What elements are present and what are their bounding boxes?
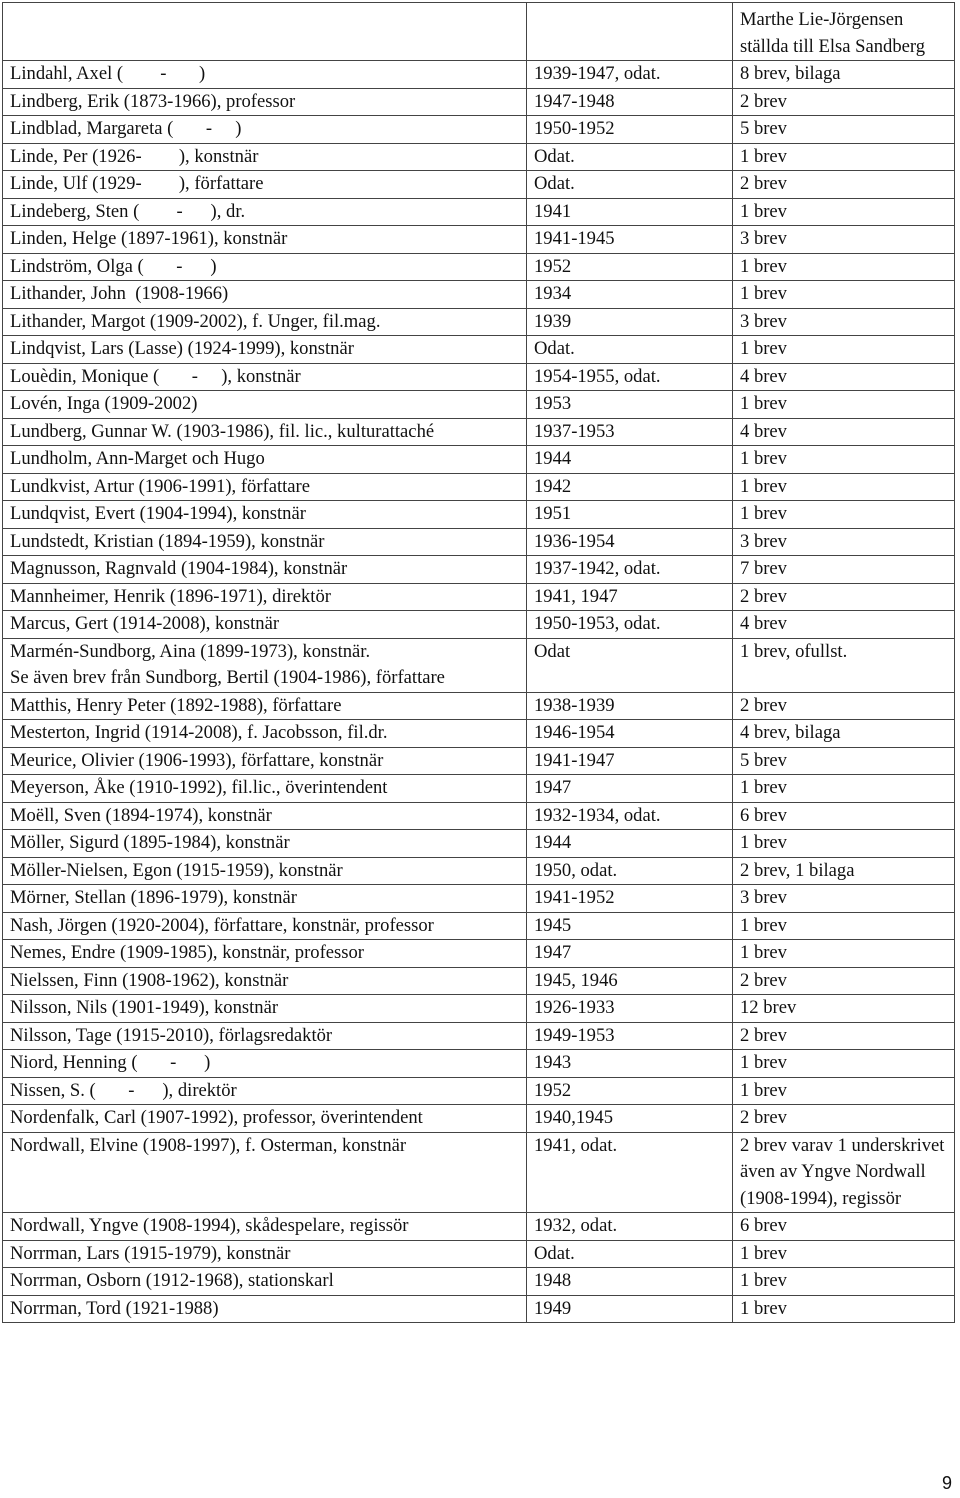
name-cell: Meyerson, Åke (1910-1992), fil.lic., överintendent <box>3 775 527 803</box>
years-cell: 1944 <box>527 830 733 858</box>
name-cell: Moëll, Sven (1894-1974), konstnär <box>3 802 527 830</box>
page-number: 9 <box>941 1473 952 1493</box>
name-cell: Nordenfalk, Carl (1907-1992), professor, överintendent <box>3 1105 527 1133</box>
count-cell: 1 brev <box>733 912 955 940</box>
name-cell: Nissen, S. ( - ), direktör <box>3 1077 527 1105</box>
years-cell: 1932, odat. <box>527 1213 733 1241</box>
name-cell: Norrman, Lars (1915-1979), konstnär <box>3 1240 527 1268</box>
table-row <box>3 967 955 995</box>
table-row <box>3 336 955 364</box>
table-row <box>3 1077 955 1105</box>
table-row <box>3 391 955 419</box>
table-body <box>3 3 955 1323</box>
years-cell: 1948 <box>527 1268 733 1296</box>
table-row <box>3 226 955 254</box>
years-cell: 1942 <box>527 473 733 501</box>
table-row <box>3 198 955 226</box>
table-row <box>3 1105 955 1133</box>
name-cell: Lithander, Margot (1909-2002), f. Unger, fil.mag. <box>3 308 527 336</box>
count-cell: 1 brev <box>733 473 955 501</box>
count-cell: 4 brev <box>733 611 955 639</box>
table-row <box>3 775 955 803</box>
table-row <box>3 802 955 830</box>
name-cell: Lundqvist, Evert (1904-1994), konstnär <box>3 501 527 529</box>
count-cell: 2 brev <box>733 171 955 199</box>
count-cell: 4 brev <box>733 418 955 446</box>
table-row <box>3 1132 955 1213</box>
count-cell: 2 brev <box>733 692 955 720</box>
years-cell: 1949-1953 <box>527 1022 733 1050</box>
years-cell: 1941 <box>527 198 733 226</box>
name-cell: Louèdin, Monique ( - ), konstnär <box>3 363 527 391</box>
table-row <box>3 528 955 556</box>
table-row <box>3 446 955 474</box>
years-cell: 1941-1952 <box>527 885 733 913</box>
count-cell: 1 brev <box>733 501 955 529</box>
name-cell: Möller, Sigurd (1895-1984), konstnär <box>3 830 527 858</box>
table-row <box>3 1240 955 1268</box>
table-row <box>3 747 955 775</box>
table-row <box>3 830 955 858</box>
name-cell: Nilsson, Nils (1901-1949), konstnär <box>3 995 527 1023</box>
years-cell: 1950-1953, odat. <box>527 611 733 639</box>
count-cell: 1 brev <box>733 446 955 474</box>
count-cell: 1 brev <box>733 830 955 858</box>
count-cell: 2 brev <box>733 1022 955 1050</box>
name-cell: Lithander, John (1908-1966) <box>3 281 527 309</box>
years-cell: 1945, 1946 <box>527 967 733 995</box>
name-cell: Lundholm, Ann-Marget och Hugo <box>3 446 527 474</box>
name-cell: Lindström, Olga ( - ) <box>3 253 527 281</box>
letters-table <box>2 2 955 1323</box>
years-cell: 1954-1955, odat. <box>527 363 733 391</box>
count-cell: 4 brev <box>733 363 955 391</box>
name-cell: Linden, Helge (1897-1961), konstnär <box>3 226 527 254</box>
years-cell: 1938-1939 <box>527 692 733 720</box>
count-cell: 8 brev, bilaga <box>733 61 955 89</box>
years-cell: 1944 <box>527 446 733 474</box>
table-row <box>3 857 955 885</box>
table-row <box>3 143 955 171</box>
table-row <box>3 363 955 391</box>
count-cell: 2 brev <box>733 583 955 611</box>
years-cell: 1939-1947, odat. <box>527 61 733 89</box>
years-cell: 1941, 1947 <box>527 583 733 611</box>
count-cell: 3 brev <box>733 885 955 913</box>
years-cell: 1951 <box>527 501 733 529</box>
name-cell: Lundkvist, Artur (1906-1991), författare <box>3 473 527 501</box>
table-row <box>3 61 955 89</box>
header-row <box>3 3 955 61</box>
name-cell: Nordwall, Yngve (1908-1994), skådespelare, regissör <box>3 1213 527 1241</box>
count-cell: 3 brev <box>733 528 955 556</box>
years-cell: 1947 <box>527 940 733 968</box>
name-cell: Marcus, Gert (1914-2008), konstnär <box>3 611 527 639</box>
table-row <box>3 692 955 720</box>
years-cell: 1937-1942, odat. <box>527 556 733 584</box>
years-cell: Odat. <box>527 336 733 364</box>
years-cell: 1947 <box>527 775 733 803</box>
count-cell: 2 brev <box>733 88 955 116</box>
table-row <box>3 720 955 748</box>
count-cell: 4 brev, bilaga <box>733 720 955 748</box>
years-cell: 1926-1933 <box>527 995 733 1023</box>
name-cell: Nilsson, Tage (1915-2010), förlagsredaktör <box>3 1022 527 1050</box>
years-cell: Odat <box>527 638 733 692</box>
count-cell: 1 brev <box>733 775 955 803</box>
name-cell: Matthis, Henry Peter (1892-1988), författare <box>3 692 527 720</box>
table-row <box>3 253 955 281</box>
count-cell: 1 brev <box>733 1295 955 1323</box>
years-cell: 1936-1954 <box>527 528 733 556</box>
count-cell: 6 brev <box>733 802 955 830</box>
count-cell: 2 brev <box>733 967 955 995</box>
count-cell: 1 brev <box>733 1240 955 1268</box>
name-cell: Mesterton, Ingrid (1914-2008), f. Jacobsson, fil.dr. <box>3 720 527 748</box>
years-cell: 1952 <box>527 253 733 281</box>
count-cell: 1 brev <box>733 143 955 171</box>
years-cell: 1941-1947 <box>527 747 733 775</box>
count-cell: 3 brev <box>733 226 955 254</box>
name-cell: Lindahl, Axel ( - ) <box>3 61 527 89</box>
years-cell: 1943 <box>527 1050 733 1078</box>
name-cell: Lindqvist, Lars (Lasse) (1924-1999), konstnär <box>3 336 527 364</box>
count-cell: 2 brev <box>733 1105 955 1133</box>
years-cell: 1934 <box>527 281 733 309</box>
years-cell: 1953 <box>527 391 733 419</box>
years-cell: 1946-1954 <box>527 720 733 748</box>
table-row <box>3 1213 955 1241</box>
name-cell: Norrman, Osborn (1912-1968), stationskarl <box>3 1268 527 1296</box>
years-cell: Odat. <box>527 143 733 171</box>
table-row <box>3 116 955 144</box>
name-cell: Nielssen, Finn (1908-1962), konstnär <box>3 967 527 995</box>
header-name-cell <box>3 3 527 61</box>
name-cell: Lovén, Inga (1909-2002) <box>3 391 527 419</box>
count-cell: 1 brev <box>733 940 955 968</box>
years-cell: 1952 <box>527 1077 733 1105</box>
name-cell: Lundberg, Gunnar W. (1903-1986), fil. lic., kulturattaché <box>3 418 527 446</box>
count-cell: 12 brev <box>733 995 955 1023</box>
count-cell: 1 brev <box>733 391 955 419</box>
name-cell: Norrman, Tord (1921-1988) <box>3 1295 527 1323</box>
table-row <box>3 308 955 336</box>
table-row <box>3 611 955 639</box>
table-row <box>3 1022 955 1050</box>
table-row <box>3 940 955 968</box>
table-row <box>3 281 955 309</box>
name-cell: Magnusson, Ragnvald (1904-1984), konstnär <box>3 556 527 584</box>
years-cell: 1939 <box>527 308 733 336</box>
table-row <box>3 1268 955 1296</box>
count-cell: 1 brev <box>733 198 955 226</box>
count-cell: 1 brev <box>733 253 955 281</box>
years-cell: 1947-1948 <box>527 88 733 116</box>
table-row <box>3 171 955 199</box>
years-cell: 1932-1934, odat. <box>527 802 733 830</box>
count-cell: 1 brev, ofullst. <box>733 638 955 692</box>
table-row <box>3 912 955 940</box>
header-year-cell <box>527 3 733 61</box>
name-cell: Meurice, Olivier (1906-1993), författare, konstnär <box>3 747 527 775</box>
years-cell: 1950-1952 <box>527 116 733 144</box>
name-cell: Nash, Jörgen (1920-2004), författare, konstnär, professor <box>3 912 527 940</box>
table-row <box>3 473 955 501</box>
name-cell: Möller-Nielsen, Egon (1915-1959), konstnär <box>3 857 527 885</box>
table-row <box>3 88 955 116</box>
name-cell: Lindberg, Erik (1873-1966), professor <box>3 88 527 116</box>
count-cell: 6 brev <box>733 1213 955 1241</box>
name-cell: Lundstedt, Kristian (1894-1959), konstnär <box>3 528 527 556</box>
table-row <box>3 583 955 611</box>
table-row <box>3 1295 955 1323</box>
count-cell: 7 brev <box>733 556 955 584</box>
count-cell: 2 brev, 1 bilaga <box>733 857 955 885</box>
years-cell: Odat. <box>527 171 733 199</box>
table-row <box>3 885 955 913</box>
years-cell: 1941-1945 <box>527 226 733 254</box>
name-cell: Linde, Per (1926- ), konstnär <box>3 143 527 171</box>
years-cell: 1950, odat. <box>527 857 733 885</box>
table-row <box>3 1050 955 1078</box>
name-cell: Lindblad, Margareta ( - ) <box>3 116 527 144</box>
name-cell: Nordwall, Elvine (1908-1997), f. Osterman, konstnär <box>3 1132 527 1213</box>
count-cell: 5 brev <box>733 116 955 144</box>
years-cell: 1949 <box>527 1295 733 1323</box>
name-cell: Marmén-Sundborg, Aina (1899-1973), konstnär. Se även brev från Sundborg, Bertil (1904-1986), författare <box>3 638 527 692</box>
table-row <box>3 501 955 529</box>
count-cell: 1 brev <box>733 1077 955 1105</box>
name-cell: Nemes, Endre (1909-1985), konstnär, professor <box>3 940 527 968</box>
table-row <box>3 638 955 692</box>
name-cell: Mannheimer, Henrik (1896-1971), direktör <box>3 583 527 611</box>
years-cell: 1941, odat. <box>527 1132 733 1213</box>
count-cell: 1 brev <box>733 1268 955 1296</box>
years-cell: 1945 <box>527 912 733 940</box>
name-cell: Niord, Henning ( - ) <box>3 1050 527 1078</box>
table-row <box>3 995 955 1023</box>
count-cell: 3 brev <box>733 308 955 336</box>
count-cell: 2 brev varav 1 underskrivet även av Yngve Nordwall (1908-1994), regissör <box>733 1132 955 1213</box>
count-cell: 5 brev <box>733 747 955 775</box>
years-cell: Odat. <box>527 1240 733 1268</box>
count-cell: 1 brev <box>733 1050 955 1078</box>
count-cell: 1 brev <box>733 336 955 364</box>
table-row <box>3 418 955 446</box>
header-count-cell: Marthe Lie-Jörgensen ställda till Elsa Sandberg <box>733 3 955 61</box>
years-cell: 1940,1945 <box>527 1105 733 1133</box>
name-cell: Linde, Ulf (1929- ), författare <box>3 171 527 199</box>
count-cell: 1 brev <box>733 281 955 309</box>
name-cell: Mörner, Stellan (1896-1979), konstnär <box>3 885 527 913</box>
name-cell: Lindeberg, Sten ( - ), dr. <box>3 198 527 226</box>
years-cell: 1937-1953 <box>527 418 733 446</box>
table-row <box>3 556 955 584</box>
